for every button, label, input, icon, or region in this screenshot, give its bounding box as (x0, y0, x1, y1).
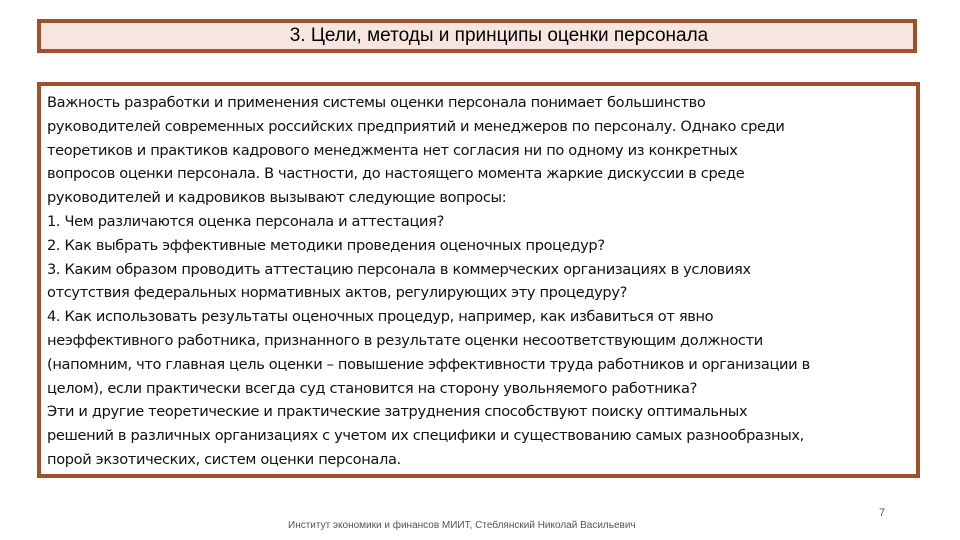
slide-footer: Институт экономики и финансов МИИТ, Стеблянский Николай Васильевич (288, 520, 636, 531)
page-number: 7 (879, 507, 886, 519)
body-line: неэффективного работника, признанного в результате оценки несоответствующим должности (47, 331, 763, 349)
slide-title: 3. Цели, методы и принципы оценки персонала (289, 25, 709, 46)
body-line: решений в различных организациях с учетом их специфики и существованию самых разнообразных, (47, 427, 804, 445)
body-line: Эти и другие теоретические и практические затруднения способствуют поиску оптимальных (47, 403, 748, 421)
body-line: (напомним, что главная цель оценки – повышение эффективности труда работников и организации в (47, 355, 810, 373)
body-line: вопросов оценки персонала. В частности, до настоящего момента жаркие дискуссии в среде (47, 165, 745, 183)
body-line: порой экзотических, систем оценки персонала. (47, 450, 401, 468)
slide-title-box (37, 19, 917, 53)
body-line: теоретиков и практиков кадрового менеджмента нет согласия ни по одному из конкретных (47, 141, 738, 159)
body-line: 2. Как выбрать эффективные методики проведения оценочных процедур? (47, 236, 605, 254)
slide-body-box (37, 82, 920, 478)
body-line: Важность разработки и применения системы оценки персонала понимает большинство (47, 94, 706, 111)
body-line: 3. Каким образом проводить аттестацию персонала в коммерческих организациях в условиях (47, 260, 751, 278)
body-line: руководителей и кадровиков вызывают следующие вопросы: (47, 189, 507, 207)
body-line: 1. Чем различаются оценка персонала и аттестация? (47, 212, 444, 230)
body-line: целом), если практически всегда суд становится на сторону увольняемого работника? (47, 379, 697, 397)
body-line: руководителей современных российских предприятий и менеджеров по персоналу. Однако среди (47, 117, 785, 135)
body-line: отсутствия федеральных нормативных актов, регулирующих эту процедуру? (47, 284, 628, 302)
body-line: 4. Как использовать результаты оценочных процедур, например, как избавиться от явно (47, 308, 714, 326)
